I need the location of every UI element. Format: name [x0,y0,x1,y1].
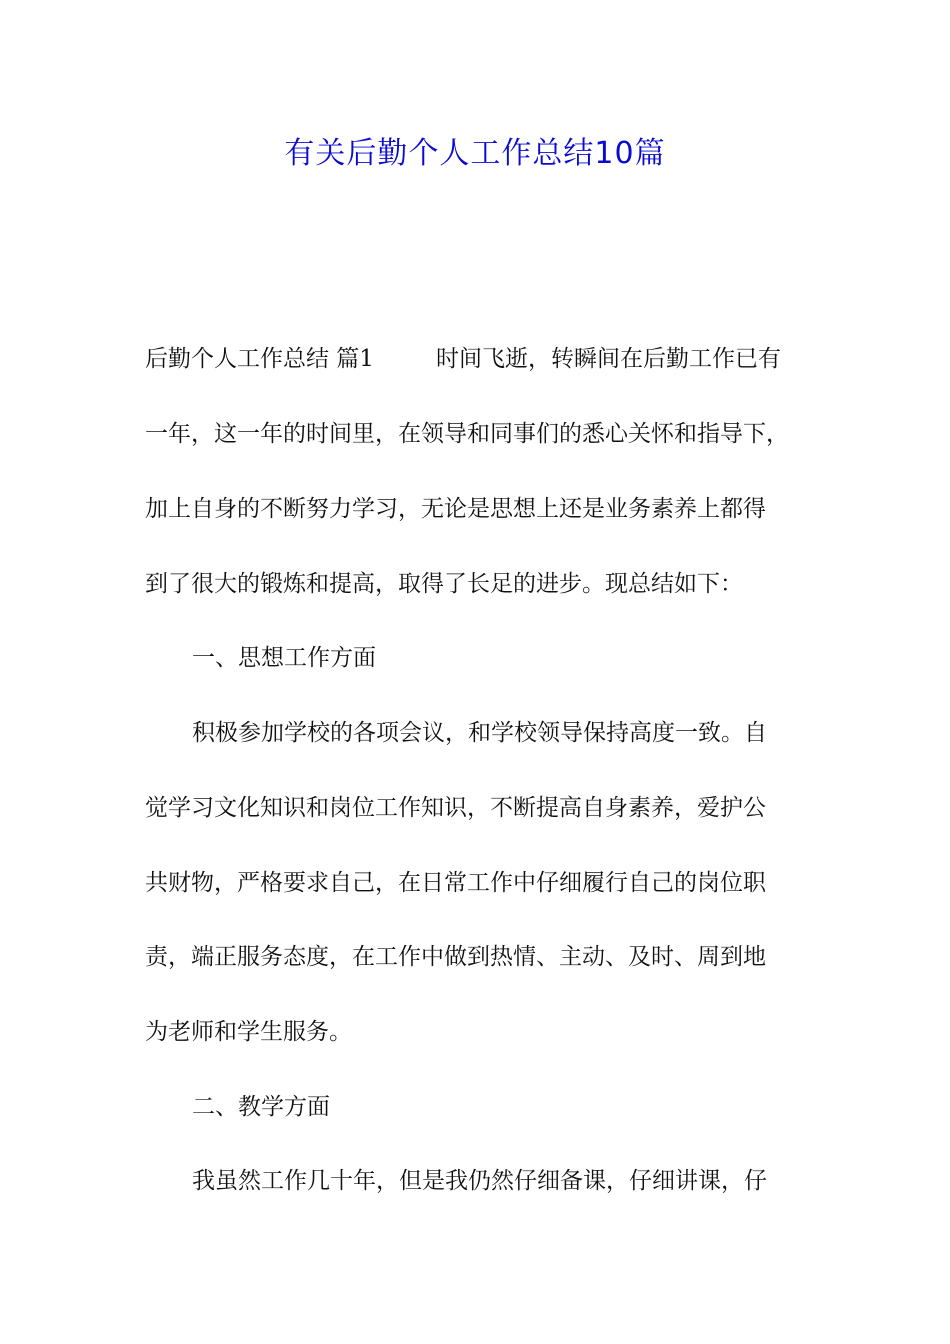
paragraph-line: 为老师和学生服务。 [145,1019,352,1045]
paragraph-line: 一年，这一年的时间里，在领导和同事们的悉心关怀和指导下， [145,421,789,447]
paragraph-line: 到了很大的锻炼和提高，取得了长足的进步。现总结如下： [145,571,743,597]
subsection-heading: 一、思想工作方面 [192,645,376,671]
paragraph-line [145,339,815,379]
paragraph-text: 时间飞逝，转瞬间在后勤工作已有 [435,346,781,372]
paragraph-line: 责，端正服务态度，在工作中做到热情、主动、及时、周到地 [145,944,766,970]
document-title: 有关后勤个人工作总结10篇 [284,136,666,171]
section-heading: 后勤个人工作总结 篇1 [145,346,374,372]
paragraph-line: 觉学习文化知识和岗位工作知识，不断提高自身素养，爱护公 [145,795,766,821]
paragraph-line: 加上自身的不断努力学习，无论是思想上还是业务素养上都得 [145,496,766,522]
paragraph-line: 我虽然工作几十年，但是我仍然仔细备课，仔细讲课，仔 [192,1168,767,1194]
subsection-heading: 二、教学方面 [192,1094,330,1120]
paragraph-line: 积极参加学校的各项会议，和学校领导保持高度一致。自 [192,720,767,746]
paragraph-line: 共财物，严格要求自己，在日常工作中仔细履行自己的岗位职 [145,870,766,896]
